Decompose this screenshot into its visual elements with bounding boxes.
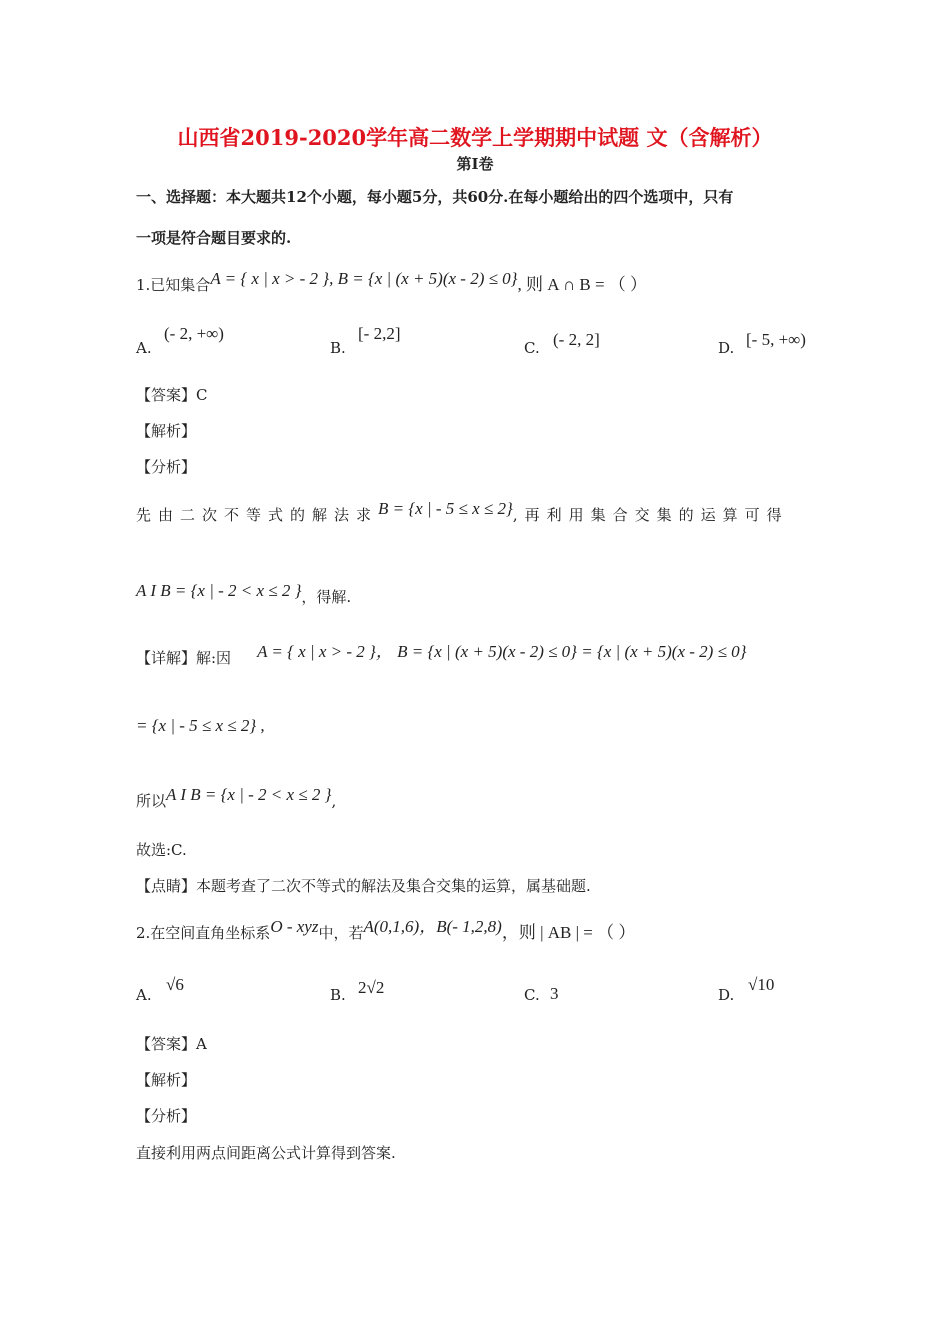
q1-detail-math1: A = { x | x > - 2 }: [257, 642, 376, 661]
section-heading-line2: 一项是符合题目要求的.: [136, 229, 292, 247]
q1-choose: 故选:C.: [136, 841, 187, 859]
q1-set-b: , B = {x | (x + 5)(x - 2) ≤ 0}: [329, 269, 518, 288]
q2-option-b-value: 2√2: [358, 978, 385, 997]
q2-coord: O - xyz: [270, 917, 319, 936]
q1-analysis2-math: A I B = {x | - 2 < x ≤ 2 }: [136, 581, 302, 600]
q1-jiexi-label: 【解析】: [136, 422, 197, 440]
q1-answer: 【答案】C: [136, 386, 208, 404]
q2-stem-prefix: 2.在空间直角坐标系: [136, 924, 271, 942]
q1-fenxi-label: 【分析】: [136, 458, 197, 476]
q2-jiexi-label: 【解析】: [136, 1071, 197, 1089]
q2-option-d-value: √10: [748, 975, 775, 994]
q1-so-prefix: 所以: [136, 792, 167, 810]
q2-answer: 【答案】A: [136, 1035, 207, 1053]
q2-option-d-label: D.: [718, 986, 735, 1004]
q2-option-b-label: B.: [330, 986, 346, 1004]
q1-analysis-suffix: ,再利用集合交集的运算可得: [512, 506, 789, 524]
q1-option-c-label: C.: [524, 339, 540, 357]
q2-option-a-label: A.: [136, 986, 152, 1004]
q1-detail-prefix: 【详解】解:因: [136, 649, 232, 667]
q1-so-math: A I B = {x | - 2 < x ≤ 2 }: [166, 785, 332, 804]
q1-option-c-value: (- 2, 2]: [553, 330, 600, 349]
q2-option-c-label: C.: [524, 986, 540, 1004]
q1-analysis-set: B = {x | - 5 ≤ x ≤ 2}: [378, 499, 513, 518]
q1-stem-suffix: , 则 A ∩ B = （ ）: [517, 275, 648, 294]
q1-stem: [136, 269, 816, 295]
q1-analysis-line1: [136, 499, 816, 525]
q1-option-d-label: D.: [718, 339, 735, 357]
q2-fenxi-label: 【分析】: [136, 1107, 197, 1125]
q1-option-b-label: B.: [330, 339, 346, 357]
q1-analysis-line2: [136, 581, 816, 607]
q2-option-a-value: √6: [166, 975, 184, 994]
q2-point-b: ，B(- 1,2,8): [419, 917, 502, 936]
q1-analysis-prefix: 先由二次不等式的解法求: [136, 506, 379, 524]
q2-option-c-value: 3: [550, 984, 559, 1003]
q2-point-a: A(0,1,6): [363, 917, 420, 936]
q2-stem-mid: 中，若: [318, 924, 364, 942]
q1-comment: 【点睛】本题考查了二次不等式的解法及集合交集的运算，属基础题.: [136, 877, 591, 895]
q1-stem-prefix: 1.已知集合: [136, 276, 211, 294]
q1-so-line: [136, 785, 816, 811]
q1-detail-line1: [136, 642, 816, 668]
q1-option-a-value: (- 2, +∞): [164, 324, 224, 343]
section-heading-line1: 一、选择题：本大题共12个小题，每小题5分，共60分.在每小题给出的四个选项中，只有: [136, 188, 734, 206]
volume-label: 第I卷: [456, 155, 494, 173]
q1-detail-math2: ， B = {x | (x + 5)(x - 2) ≤ 0} = {x | (x + 5)(x - 2) ≤ 0}: [375, 642, 747, 661]
q2-stem-suffix: ，则 | AB | = （ ）: [501, 923, 636, 942]
document-title: 山西省2019-2020学年高二数学上学期期中试题 文（含解析）: [177, 125, 773, 150]
q1-detail-line2: = {x | - 5 ≤ x ≤ 2} ,: [136, 716, 265, 735]
q1-option-b-value: [- 2,2]: [358, 324, 401, 343]
q1-so-suffix: ,: [331, 792, 337, 810]
q1-option-a-label: A.: [136, 339, 152, 357]
q1-set-a: A = { x | x > - 2 }: [210, 269, 330, 288]
q1-option-d-value: [- 5, +∞): [746, 330, 806, 349]
q2-stem: [136, 917, 816, 943]
q2-analysis: 直接利用两点间距离公式计算得到答案.: [136, 1144, 396, 1162]
q1-analysis2-suffix: ，得解.: [301, 588, 352, 606]
